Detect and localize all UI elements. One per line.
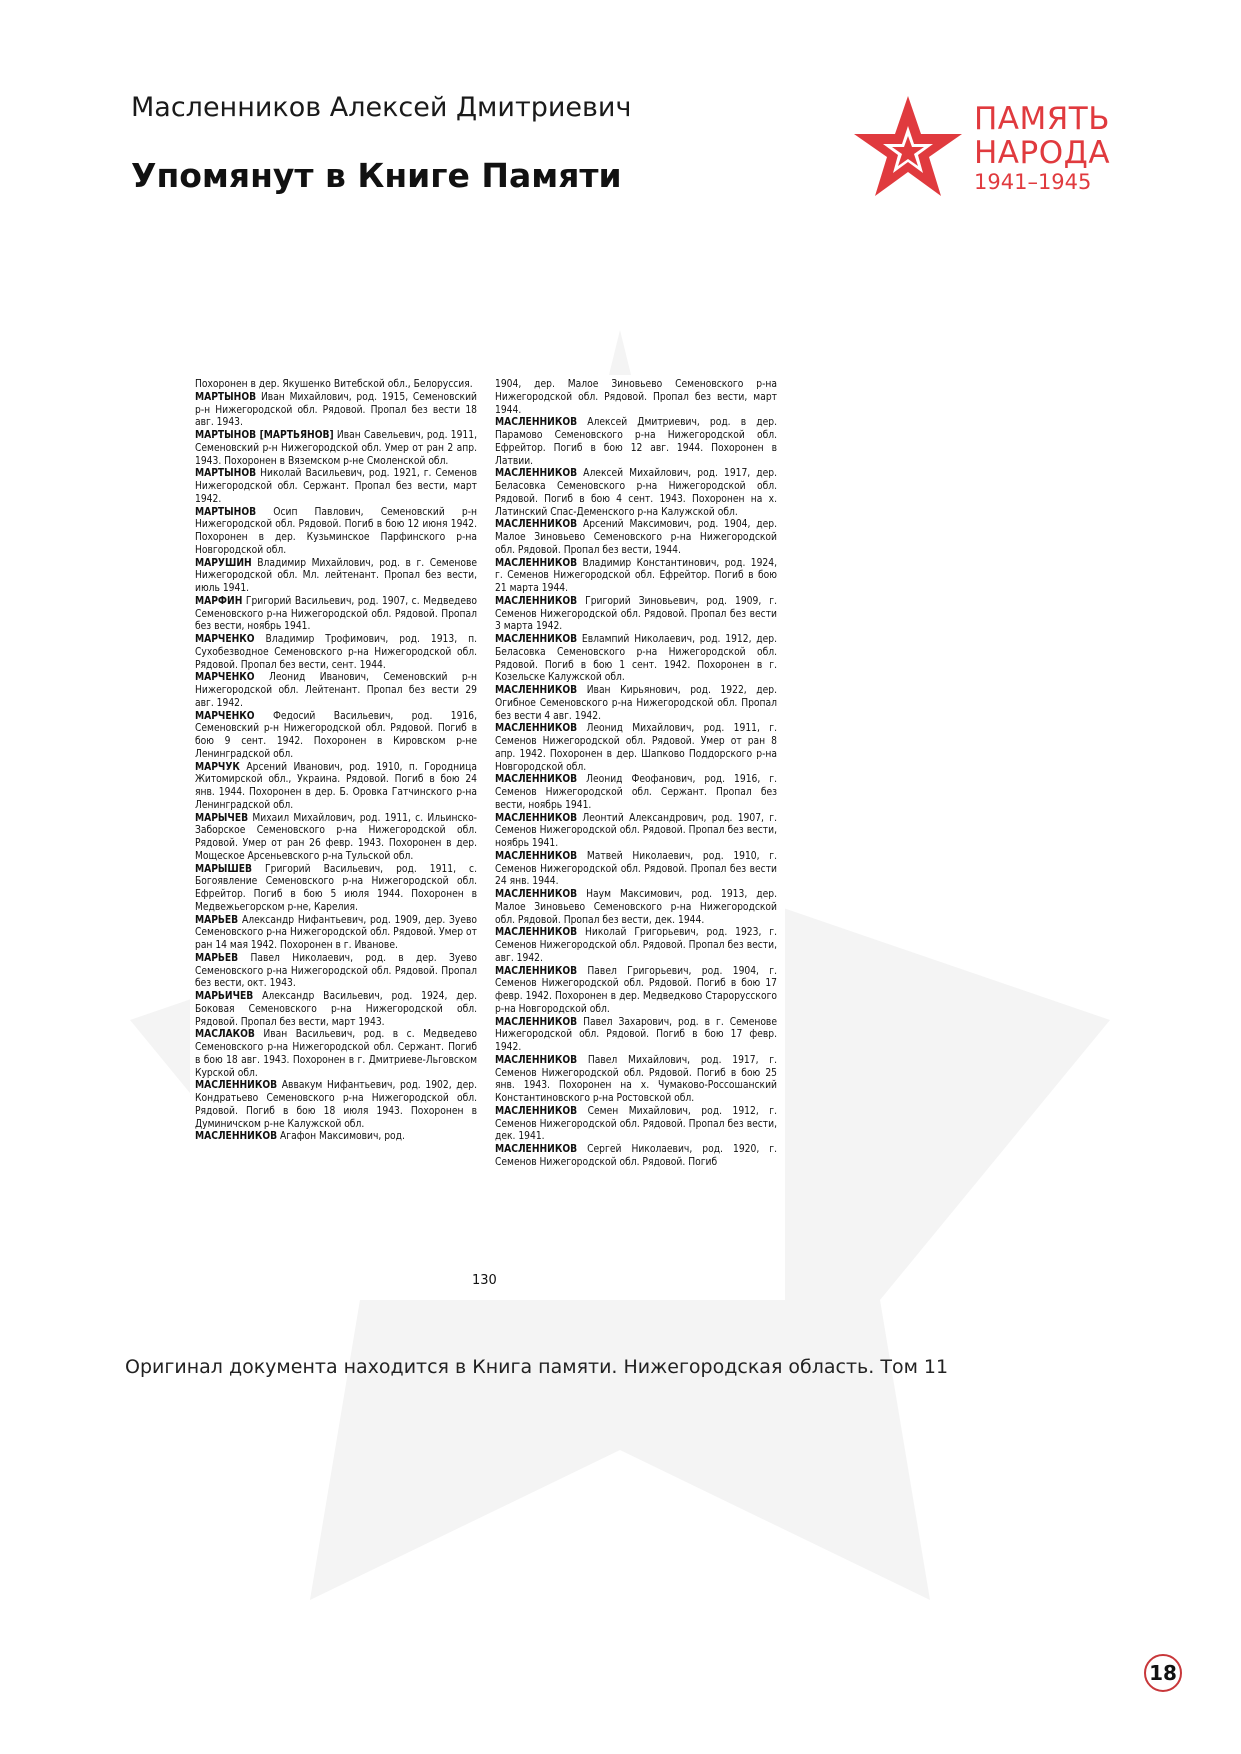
book-entry bbox=[195, 379, 477, 392]
entry-text: Григорий Васильевич, род. 1911, с. Богоявление Семеновского р-на Нижегородской обл. Ефрейтор. Погиб в бою 5 июля 1944. Похоронен в Медвежьегорском р-не, Карелия. bbox=[195, 863, 477, 913]
book-entry bbox=[495, 379, 777, 417]
book-entry bbox=[195, 672, 477, 710]
book-entry bbox=[495, 774, 777, 812]
book-entry bbox=[495, 1017, 777, 1055]
entry-surname: МАСЛЕННИКОВ bbox=[495, 965, 578, 977]
red-star-icon bbox=[852, 96, 964, 200]
book-entry bbox=[495, 813, 777, 851]
entry-text: Павел Михайлович, род. 1917, г. Семенов Нижегородской обл. Рядовой. Погиб в бою 25 янв. 1943. Похоронен на х. Чумаково-Россошанский Константиновского р-на Ростовской обл. bbox=[495, 1054, 777, 1104]
book-entry bbox=[195, 991, 477, 1029]
page-title: Упомянут в Книге Памяти bbox=[131, 156, 622, 195]
book-entry bbox=[195, 430, 477, 468]
entry-surname: МАСЛЕННИКОВ bbox=[495, 519, 578, 531]
entry-text: Арсений Максимович, род. 1904, дер. Малое Зиновьево Семеновского р-на Нижегородской обл. Рядовой. Пропал без вести, 1944. bbox=[495, 519, 777, 556]
entry-text: Иван Васильевич, род. в с. Медведево Семеновского р-на Нижегородской обл. Сержант. Погиб в бою 18 авг. 1943. Похоронен в г. Дмитриеве-Льговском Курской обл. bbox=[195, 1029, 477, 1079]
entry-text: Арсений Иванович, род. 1910, п. Городница Житомирской обл., Украина. Рядовой. Погиб в бою 24 янв. 1944. Похоронен в дер. Б. Оровка Гатчинского р-на Ленинградской обл. bbox=[195, 761, 477, 811]
entry-text: Александр Нифантьевич, род. 1909, дер. Зуево Семеновского р-на Нижегородской обл. Рядовой. Умер от ран 14 мая 1942. Похоронен в г. Иванове. bbox=[195, 914, 478, 951]
entry-text: Николай Григорьевич, род. 1923, г. Семенов Нижегородской обл. Рядовой. Пропал без вести, авг. 1942. bbox=[495, 927, 777, 964]
entry-text: Иван Кирьянович, род. 1922, дер. Огибное Семеновского р-на Нижегородской обл. Пропал без вести 4 авг. 1942. bbox=[495, 685, 777, 722]
entry-text: Григорий Васильевич, род. 1907, с. Медведево Семеновского р-на Нижегородской обл. Рядовой. Пропал без вести, ноябрь 1941. bbox=[195, 595, 477, 633]
entry-text: Наум Максимович, род. 1913, дер. Малое Зиновьево Семеновского р-на Нижегородской обл. Рядовой. Пропал без вести, дек. 1944. bbox=[495, 889, 777, 926]
entry-text: Николай Васильевич, род. 1921, г. Семенов Нижегородской обл. Сержант. Пропал без вести, март 1942. bbox=[195, 468, 477, 505]
entry-text: Федосий Васильевич, род. 1916, Семеновский р-н Нижегородской обл. Рядовой. Погиб в бою 9 сент. 1942. Похоронен в Кировском р-не Ленинградской обл. bbox=[195, 710, 477, 760]
logo-years: 1941–1945 bbox=[974, 170, 1092, 194]
entry-text: Иван Савельевич, род. 1911, Семеновский р-н Нижегородской обл. Умер от ран 2 апр. 1943. Похоронен в Вяземском р-не Смоленской обл. bbox=[195, 430, 477, 467]
entry-text: Сергей Николаевич, род. 1920, г. Семенов Нижегородской обл. Рядовой. Погиб bbox=[495, 1144, 777, 1168]
scanned-book-page bbox=[190, 375, 785, 1300]
entry-text: Григорий Зиновьевич, род. 1909, г. Семенов Нижегородской обл. Рядовой. Пропал без вести 3 марта 1942. bbox=[495, 595, 777, 633]
entry-surname: МАСЛЕННИКОВ bbox=[495, 595, 578, 607]
entry-surname: МАРЬЕВ bbox=[195, 952, 239, 964]
entry-surname: МАРЧЕНКО bbox=[195, 710, 255, 722]
entry-surname: МАСЛЕННИКОВ bbox=[195, 1131, 278, 1143]
entry-text: Похоронен в дер. Якушенко Витебской обл., Белоруссия. bbox=[195, 379, 473, 390]
entry-text: Владимир Константинович, род. 1924, г. Семенов Нижегородской обл. Ефрейтор. Погиб в бою 21 марта 1944. bbox=[495, 557, 777, 594]
entry-surname: МАСЛЕННИКОВ bbox=[495, 417, 578, 429]
entry-text: Павел Захарович, род. в г. Семенове Нижегородской обл. Рядовой. Погиб в бою 17 февр. 1942. bbox=[495, 1016, 777, 1053]
scan-right-column bbox=[495, 379, 777, 1170]
entry-surname: МАРЧУК bbox=[195, 761, 240, 773]
book-entry bbox=[195, 634, 477, 672]
entry-text: Леонид Феофанович, род. 1916, г. Семенов Нижегородской обл. Сержант. Пропал без вести, ноябрь 1941. bbox=[495, 774, 777, 811]
book-entry bbox=[495, 927, 777, 965]
book-entry bbox=[495, 723, 777, 774]
book-entry bbox=[495, 596, 777, 634]
entry-surname: МАСЛЕННИКОВ bbox=[495, 850, 578, 862]
entry-text: Леонид Иванович, Семеновский р-н Нижегородской обл. Лейтенант. Пропал без вести 29 авг. 1942. bbox=[195, 672, 477, 709]
entry-surname: МАСЛЕННИКОВ bbox=[495, 685, 578, 696]
entry-surname: МАСЛЕННИКОВ bbox=[495, 927, 578, 939]
entry-surname: МАСЛЕННИКОВ bbox=[495, 634, 578, 645]
book-entry bbox=[495, 519, 777, 557]
book-entry bbox=[195, 558, 477, 596]
entry-surname: МАСЛАКОВ bbox=[195, 1029, 255, 1041]
book-entry bbox=[195, 1131, 477, 1144]
entry-text: 1904, дер. Малое Зиновьево Семеновского р-на Нижегородской обл. Рядовой. Пропал без вести, март 1944. bbox=[495, 379, 777, 416]
book-entry bbox=[195, 596, 477, 634]
entry-text: Аввакум Нифантьевич, род. 1902, дер. Кондратьево Семеновского р-на Нижегородской обл. Рядовой. Погиб в бою 18 июля 1943. Похоронен в Думиничском р-не Калужской обл. bbox=[195, 1080, 478, 1130]
entry-surname: МАСЛЕННИКОВ bbox=[195, 1080, 278, 1092]
book-entry bbox=[195, 468, 477, 506]
page-number-badge: 18 bbox=[1144, 1654, 1182, 1692]
entry-surname: МАСЛЕННИКОВ bbox=[495, 1016, 578, 1028]
entry-surname: МАСЛЕННИКОВ bbox=[495, 889, 578, 900]
entry-surname: МАРТЫНОВ bbox=[195, 391, 257, 403]
entry-surname: МАСЛЕННИКОВ bbox=[495, 557, 578, 569]
entry-text: Павел Григорьевич, род. 1904, г. Семенов Нижегородской обл. Рядовой. Погиб в бою 17 февр. 1942. Похоронен в дер. Медведково Старорусского р-на Новгородской обл. bbox=[495, 965, 777, 1015]
book-entry bbox=[495, 1055, 777, 1106]
book-entry bbox=[195, 1080, 477, 1131]
entry-surname: МАРТЫНОВ [МАРТЬЯНОВ] bbox=[195, 430, 334, 441]
entry-text: Осип Павлович, Семеновский р-н Нижегородской обл. Рядовой. Погиб в бою 12 июня 1942. Похоронен в дер. Кузьминское Парфинского р-на Новгородской обл. bbox=[195, 506, 477, 556]
entry-surname: МАРТЫНОВ bbox=[195, 468, 257, 480]
entry-text: Алексей Дмитриевич, род. в дер. Парамово Семеновского р-на Нижегородской обл. Ефрейтор. Погиб в бою 12 авг. 1944. Похоронен в Латвии. bbox=[495, 417, 777, 467]
entry-surname: МАСЛЕННИКОВ bbox=[495, 468, 578, 480]
book-entry bbox=[195, 813, 477, 864]
logo-text-line2: НАРОДА bbox=[974, 135, 1111, 171]
entry-text: Леонид Михайлович, род. 1911, г. Семенов Нижегородской обл. Рядовой. Умер от ран 8 апр. 1942. Похоронен в дер. Шапково Поддорского р-на Новгородской обл. bbox=[495, 723, 777, 773]
person-name: Масленников Алексей Дмитриевич bbox=[131, 92, 632, 123]
entry-surname: МАСЛЕННИКОВ bbox=[495, 723, 578, 735]
entry-text: Павел Николаевич, род. в дер. Зуево Семеновского р-на Нижегородской обл. Рядовой. Пропал без вести, окт. 1943. bbox=[195, 952, 477, 990]
book-entry bbox=[195, 711, 477, 762]
entry-text: Михаил Михайлович, род. 1911, с. Ильинско-Заборское Семеновского р-на Нижегородской обл. Рядовой. Умер от ран 26 февр. 1943. Похоронен в дер. Мощеское Арсеньевского р-на Тульской обл. bbox=[195, 812, 477, 862]
entry-text: Семен Михайлович, род. 1912, г. Семенов Нижегородской обл. Рядовой. Пропал без вести, дек. 1941. bbox=[495, 1105, 777, 1143]
book-entry bbox=[195, 864, 477, 915]
entry-surname: МАРЬИЧЕВ bbox=[195, 991, 254, 1002]
book-entry bbox=[195, 915, 477, 953]
entry-text: Алексей Михайлович, род. 1917, дер. Беласовка Семеновского р-на Нижегородской обл. Рядовой. Погиб в бою 4 сент. 1943. Похоронен на х. Латинский Спас-Деменского р-на Калужской обл. bbox=[495, 468, 777, 518]
scan-page-number: 130 bbox=[472, 1273, 497, 1288]
entry-surname: МАСЛЕННИКОВ bbox=[495, 812, 578, 824]
book-entry bbox=[495, 417, 777, 468]
book-entry bbox=[495, 1144, 777, 1170]
entry-text: Матвей Николаевич, род. 1910, г. Семенов Нижегородской обл. Рядовой. Пропал без вести 24 янв. 1944. bbox=[495, 850, 777, 888]
book-entry bbox=[195, 507, 477, 558]
entry-text: Иван Михайлович, род. 1915, Семеновский р-н Нижегородской обл. Рядовой. Пропал без вести 18 авг. 1943. bbox=[195, 391, 477, 429]
book-entry bbox=[495, 1106, 777, 1144]
entry-text: Владимир Трофимович, род. 1913, п. Сухобезводное Семеновского р-на Нижегородской обл. Рядовой. Пропал без вести, сент. 1944. bbox=[195, 634, 477, 671]
book-entry bbox=[195, 392, 477, 430]
scan-left-column bbox=[195, 379, 477, 1144]
entry-surname: МАРЫШЕВ bbox=[195, 863, 253, 875]
book-entry bbox=[495, 685, 777, 723]
entry-text: Леонтий Александрович, род. 1907, г. Семенов Нижегородской обл. Рядовой. Пропал без вести, ноябрь 1941. bbox=[495, 812, 777, 849]
book-entry bbox=[495, 468, 777, 519]
book-entry bbox=[195, 762, 477, 813]
pamyat-naroda-logo[interactable] bbox=[852, 96, 1122, 206]
book-entry bbox=[195, 1029, 477, 1080]
entry-surname: МАСЛЕННИКОВ bbox=[495, 1144, 578, 1155]
book-entry bbox=[495, 634, 777, 685]
book-entry bbox=[495, 851, 777, 889]
entry-surname: МАРЧЕНКО bbox=[195, 634, 255, 645]
entry-text: Владимир Михайлович, род. в г. Семенове Нижегородской обл. Мл. лейтенант. Пропал без вести, июль 1941. bbox=[195, 557, 477, 594]
book-entry bbox=[495, 966, 777, 1017]
entry-surname: МАСЛЕННИКОВ bbox=[495, 774, 578, 786]
entry-surname: МАРЫЧЕВ bbox=[195, 812, 249, 824]
entry-text: Александр Васильевич, род. 1924, дер. Боковая Семеновского р-на Нижегородской обл. Рядовой. Пропал без вести, март 1943. bbox=[195, 991, 477, 1028]
entry-surname: МАРФИН bbox=[195, 595, 243, 607]
book-entry bbox=[195, 953, 477, 991]
entry-text: Евлампий Николаевич, род. 1912, дер. Беласовка Семеновского р-на Нижегородской обл. Рядовой. Погиб в бою 1 сент. 1942. Похоронен в г. Козельске Калужской обл. bbox=[495, 634, 777, 684]
entry-text: Агафон Максимович, род. bbox=[280, 1131, 405, 1143]
source-note: Оригинал документа находится в Книга памяти. Нижегородская область. Том 11 bbox=[125, 1356, 949, 1378]
entry-surname: МАРЬЕВ bbox=[195, 914, 239, 926]
entry-surname: МАРЧЕНКО bbox=[195, 672, 255, 684]
entry-surname: МАСЛЕННИКОВ bbox=[495, 1105, 578, 1117]
book-entry bbox=[495, 558, 777, 596]
logo-text-line1: ПАМЯТЬ bbox=[974, 101, 1111, 137]
book-entry bbox=[495, 889, 777, 927]
entry-surname: МАРТЫНОВ bbox=[195, 506, 257, 518]
entry-surname: МАРУШИН bbox=[195, 557, 252, 569]
entry-surname: МАСЛЕННИКОВ bbox=[495, 1054, 578, 1066]
